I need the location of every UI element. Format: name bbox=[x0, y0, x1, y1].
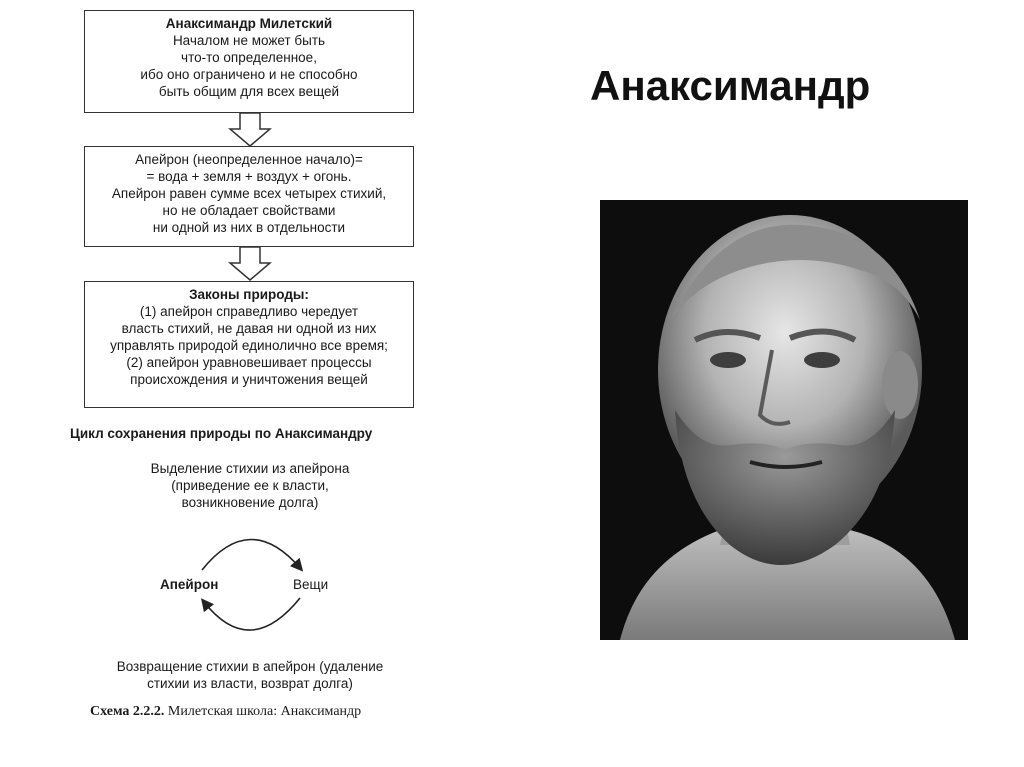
cycle-heading: Цикл сохранения природы по Анаксимандру bbox=[70, 426, 373, 441]
flow-box-line: но не обладает свойствами bbox=[162, 203, 336, 218]
cycle-text-line: (приведение ее к власти, bbox=[171, 478, 329, 493]
scheme-number: Схема 2.2.2. bbox=[90, 704, 165, 719]
flow-box-line: (1) апейрон справедливо чередует bbox=[139, 304, 359, 319]
flow-box-title: Анаксимандр Милетский bbox=[165, 16, 333, 31]
cycle-node-apeiron: Апейрон bbox=[160, 577, 219, 592]
scheme-caption bbox=[90, 704, 361, 720]
flow-box-anaximander bbox=[84, 10, 414, 113]
cycle-node-things: Вещи bbox=[293, 577, 329, 592]
cycle-text-line: стихии из власти, возврат долга) bbox=[147, 676, 353, 691]
cycle-top-text bbox=[70, 460, 430, 511]
bust-portrait-icon bbox=[600, 200, 968, 640]
flow-box-line: (2) апейрон уравновешивает процессы bbox=[126, 355, 372, 370]
down-arrow-icon bbox=[228, 247, 272, 281]
flow-box-line: власть стихий, не давая ни одной из них bbox=[121, 321, 377, 336]
scheme-caption-text: Милетская школа: Анаксимандр bbox=[167, 704, 362, 719]
flow-box-line: ни одной из них в отдельности bbox=[152, 220, 346, 235]
flow-box-apeiron bbox=[84, 146, 414, 247]
flow-box-line: Началом не может быть bbox=[172, 33, 326, 48]
down-arrow-icon bbox=[228, 113, 272, 147]
slide-title: Анаксимандр bbox=[590, 62, 871, 109]
cycle-top-arrow bbox=[202, 539, 300, 570]
flow-box-laws-of-nature bbox=[84, 281, 414, 408]
cycle-bottom-text bbox=[70, 658, 430, 692]
cycle-text-line: Выделение стихии из апейрона bbox=[150, 461, 350, 476]
flow-box-line: Апейрон (неопределенное начало)= bbox=[135, 152, 363, 167]
cycle-bottom-arrow bbox=[204, 598, 300, 630]
flow-box-line: управлять природой единолично все время; bbox=[110, 338, 388, 353]
flow-box-line: что-то определенное, bbox=[181, 50, 317, 65]
cycle-text-line: возникновение долга) bbox=[181, 495, 319, 510]
cycle-text-line: Возвращение стихии в апейрон (удаление bbox=[116, 659, 384, 674]
flow-box-line: Апейрон равен сумме всех четырех стихий, bbox=[111, 186, 387, 201]
flow-box-line: быть общим для всех вещей bbox=[158, 84, 340, 99]
flow-box-line: = вода + земля + воздух + огонь. bbox=[146, 169, 352, 184]
flow-box-line: происхождения и уничтожения вещей bbox=[130, 372, 368, 387]
flow-box-title: Законы природы: bbox=[189, 287, 309, 302]
flow-box-line: ибо оно ограничено и не способно bbox=[140, 67, 358, 82]
